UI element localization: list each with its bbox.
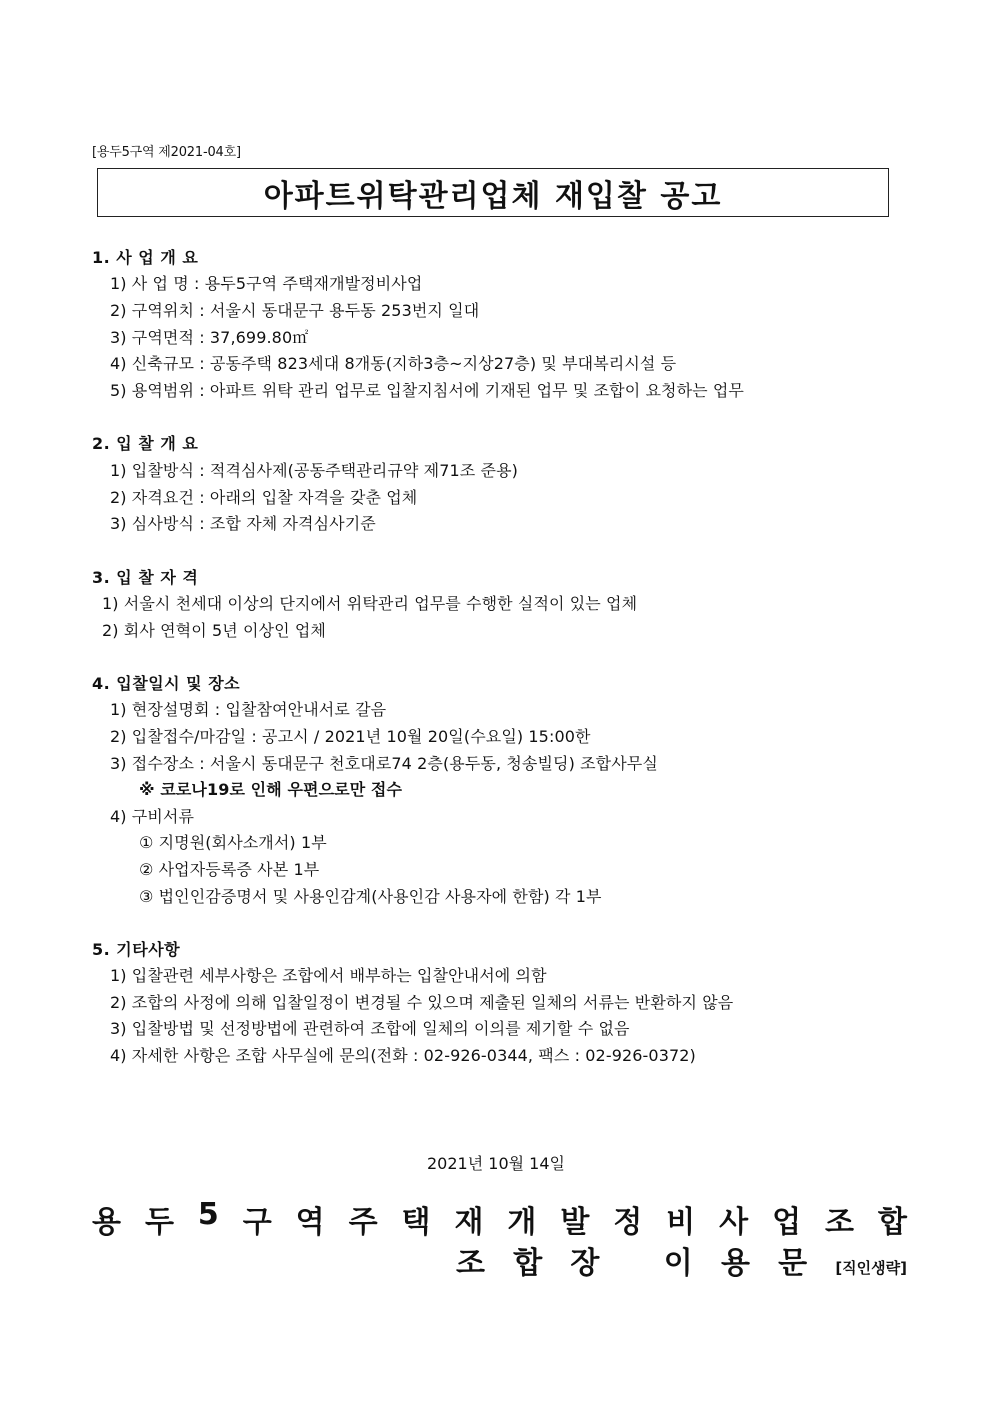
- title-box: [97, 168, 889, 217]
- org-char: 조: [825, 1205, 854, 1240]
- org-char: 용: [92, 1205, 121, 1240]
- org-char: 재: [454, 1205, 484, 1240]
- sub-list-item: ② 사업자등록증 사본 1부: [139, 860, 320, 879]
- list-item: 5) 용역범위 : 아파트 위탁 관리 업무로 입찰지침서에 기재된 업무 및 조합이 요청하는 업무: [110, 381, 744, 400]
- org-char: 5: [197, 1197, 219, 1232]
- sign-char: 이: [663, 1246, 693, 1281]
- org-char: 택: [401, 1205, 431, 1240]
- sub-list-item: ③ 법인인감증명서 및 사용인감계(사용인감 사용자에 한함) 각 1부: [139, 887, 602, 906]
- list-item: 1) 사 업 명 : 용두5구역 주택재개발정비사업: [110, 274, 423, 293]
- org-char: 비: [666, 1205, 696, 1240]
- org-char: 두: [144, 1205, 174, 1240]
- org-char: 합: [877, 1205, 907, 1240]
- list-item: 2) 입찰접수/마감일 : 공고시 / 2021년 10월 20일(수요일) 15:00한: [110, 727, 591, 746]
- list-item: 3) 접수장소 : 서울시 동대문구 천호대로74 2층(용두동, 청송빌딩) 조합사무실: [110, 754, 658, 773]
- section-heading: 3. 입 찰 자 격: [92, 568, 199, 587]
- sign-char: 장: [570, 1246, 600, 1281]
- list-item: 1) 입찰관련 세부사항은 조합에서 배부하는 입찰안내서에 의함: [110, 966, 547, 985]
- list-item: 2) 자격요건 : 아래의 입찰 자격을 갖춘 업체: [110, 488, 418, 507]
- list-item: 2) 회사 연혁이 5년 이상인 업체: [102, 621, 326, 640]
- org-char: 업: [772, 1205, 802, 1240]
- org-char: 발: [560, 1205, 590, 1240]
- list-item: 4) 구비서류: [110, 807, 195, 826]
- org-char: 구: [242, 1205, 272, 1240]
- section-heading: 5. 기타사항: [92, 940, 181, 959]
- list-item: 3) 입찰방법 및 선정방법에 관련하여 조합에 일체의 이의를 제기할 수 없음: [110, 1019, 630, 1038]
- list-item: 1) 현장설명회 : 입찰참여안내서로 갈음: [110, 700, 387, 719]
- issue-date: 2021년 10월 14일: [427, 1154, 565, 1173]
- sign-char: 용: [720, 1246, 750, 1281]
- document-number: [용두5구역 제2021-04호]: [92, 145, 241, 160]
- org-char: 역: [295, 1205, 325, 1240]
- section-heading: 1. 사 업 개 요: [92, 248, 199, 267]
- organization-name: [92, 1197, 907, 1241]
- list-item: 3) 심사방식 : 조합 자체 자격심사기준: [110, 514, 376, 533]
- org-char: 정: [613, 1205, 643, 1240]
- list-item: 4) 자세한 사항은 조합 사무실에 문의(전화 : 02-926-0344, 팩스 : 02-926-0372): [110, 1046, 696, 1065]
- sign-char: 문: [778, 1246, 808, 1281]
- list-item: 2) 조합의 사정에 의해 입찰일정이 변경될 수 있으며 제출된 일체의 서류는 반환하지 않음: [110, 993, 734, 1012]
- section-heading: 2. 입 찰 개 요: [92, 434, 199, 453]
- list-item: 1) 입찰방식 : 적격심사제(공동주택관리규약 제71조 준용): [110, 461, 518, 480]
- list-item: 2) 구역위치 : 서울시 동대문구 용두동 253번지 일대: [110, 301, 480, 320]
- org-char: 사: [719, 1205, 749, 1240]
- document-title: 아파트위탁관리업체 재입찰 공고: [263, 178, 723, 214]
- list-item: 4) 신축규모 : 공동주택 823세대 8개동(지하3층~지상27층) 및 부대복리시설 등: [110, 354, 677, 373]
- seal-omitted-note: [직인생략]: [835, 1259, 907, 1277]
- sub-list-item: ① 지명원(회사소개서) 1부: [139, 833, 327, 852]
- org-char: 주: [348, 1205, 378, 1240]
- list-item: 3) 구역면적 : 37,699.80㎡: [110, 328, 309, 347]
- signatory: [456, 1238, 907, 1282]
- notice-line: ※ 코로나19로 인해 우편으로만 접수: [139, 780, 403, 799]
- section-heading: 4. 입찰일시 및 장소: [92, 674, 241, 693]
- sign-char: 조: [456, 1246, 485, 1281]
- sign-char: 합: [513, 1246, 543, 1281]
- list-item: 1) 서울시 천세대 이상의 단지에서 위탁관리 업무를 수행한 실적이 있는 업체: [102, 594, 638, 613]
- org-char: 개: [507, 1205, 537, 1240]
